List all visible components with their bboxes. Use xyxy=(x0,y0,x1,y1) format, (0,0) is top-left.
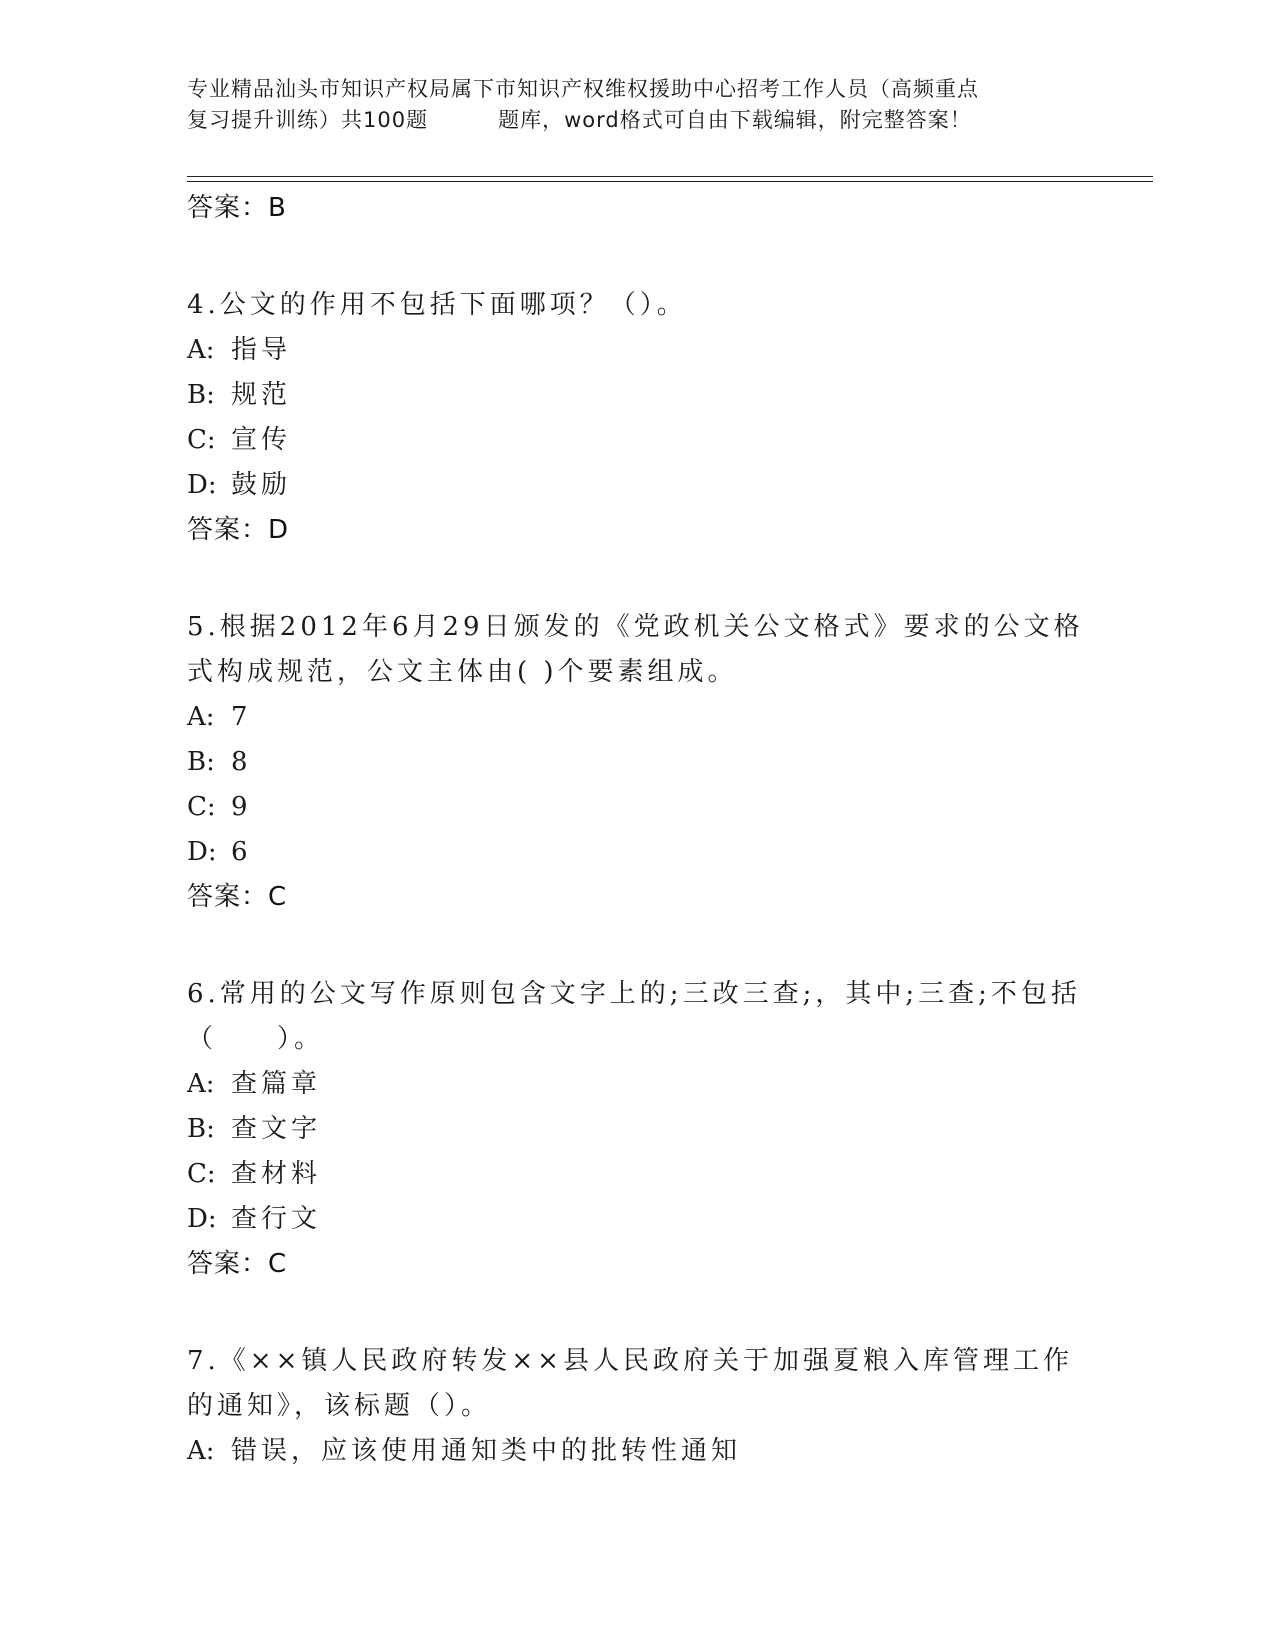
page-header xyxy=(187,74,1087,136)
option-label: C: xyxy=(187,1159,216,1189)
option-label: B: xyxy=(187,747,215,777)
option-text: 鼓励 xyxy=(231,470,292,500)
option-a xyxy=(187,1062,1087,1107)
header-line-2-part-b: 题库，word格式可自由下载编辑，附完整答案！ xyxy=(498,108,972,132)
header-line-2 xyxy=(187,105,1087,136)
question-answer: 答案：D xyxy=(187,515,290,545)
option-label: A: xyxy=(187,335,215,365)
option-text: 8 xyxy=(231,747,252,777)
option-label: D: xyxy=(187,1204,217,1234)
question-stem-line: 6.常用的公文写作原则包含文字上的;三改三查;，其中;三查;不包括 xyxy=(187,979,1081,1009)
option-text: 查文字 xyxy=(231,1114,322,1144)
option-text: 规范 xyxy=(231,380,292,410)
option-d xyxy=(187,463,1087,508)
question-stem-line: 5.根据2012年6月29日颁发的《党政机关公文格式》要求的公文格 xyxy=(187,612,1084,642)
header-line-1: 专业精品汕头市知识产权局属下市知识产权维权援助中心招考工作人员（高频重点 xyxy=(187,77,979,101)
option-label: D: xyxy=(187,837,217,867)
question-stem-line: 式构成规范，公文主体由( )个要素组成。 xyxy=(187,657,738,687)
option-text: 宣传 xyxy=(231,425,292,455)
question-stem-line: （ ）。 xyxy=(187,1024,325,1054)
question-4 xyxy=(187,283,1087,553)
option-d xyxy=(187,1197,1087,1242)
option-d xyxy=(187,830,1087,875)
option-text: 7 xyxy=(231,702,252,732)
option-a xyxy=(187,328,1087,373)
question-6 xyxy=(187,972,1087,1287)
header-divider-bottom xyxy=(187,181,1153,182)
option-c xyxy=(187,785,1087,830)
question-answer: 答案：C xyxy=(187,882,288,912)
question-answer: 答案：C xyxy=(187,1249,288,1279)
question-7 xyxy=(187,1339,1087,1474)
option-label: A: xyxy=(187,1069,215,1099)
option-label: B: xyxy=(187,1114,215,1144)
option-text: 错误，应该使用通知类中的批转性通知 xyxy=(231,1436,742,1466)
question-stem-line: 4.公文的作用不包括下面哪项？（）。 xyxy=(187,290,687,320)
previous-question-answer: 答案：B xyxy=(187,193,287,223)
option-label: C: xyxy=(187,425,216,455)
question-list xyxy=(187,186,1087,1474)
option-c xyxy=(187,1152,1087,1197)
option-text: 查行文 xyxy=(231,1204,322,1234)
option-text: 6 xyxy=(231,837,252,867)
option-label: D: xyxy=(187,470,217,500)
option-text: 9 xyxy=(231,792,252,822)
option-b xyxy=(187,740,1087,785)
header-divider-top xyxy=(187,176,1153,177)
option-label: A: xyxy=(187,702,215,732)
question-stem-line: 的通知》，该标题（）。 xyxy=(187,1391,492,1421)
option-label: B: xyxy=(187,380,215,410)
question-5 xyxy=(187,605,1087,920)
option-b xyxy=(187,373,1087,418)
option-a xyxy=(187,695,1087,740)
header-line-2-part-a: 复习提升训练）共100题 xyxy=(187,108,429,132)
option-a xyxy=(187,1429,1087,1474)
option-c xyxy=(187,418,1087,463)
option-b xyxy=(187,1107,1087,1152)
option-label: C: xyxy=(187,792,216,822)
option-text: 查篇章 xyxy=(231,1069,322,1099)
option-text: 指导 xyxy=(231,335,292,365)
option-text: 查材料 xyxy=(231,1159,322,1189)
question-stem-line: 7.《××镇人民政府转发××县人民政府关于加强夏粮入库管理工作 xyxy=(187,1346,1073,1376)
option-label: A: xyxy=(187,1436,215,1466)
